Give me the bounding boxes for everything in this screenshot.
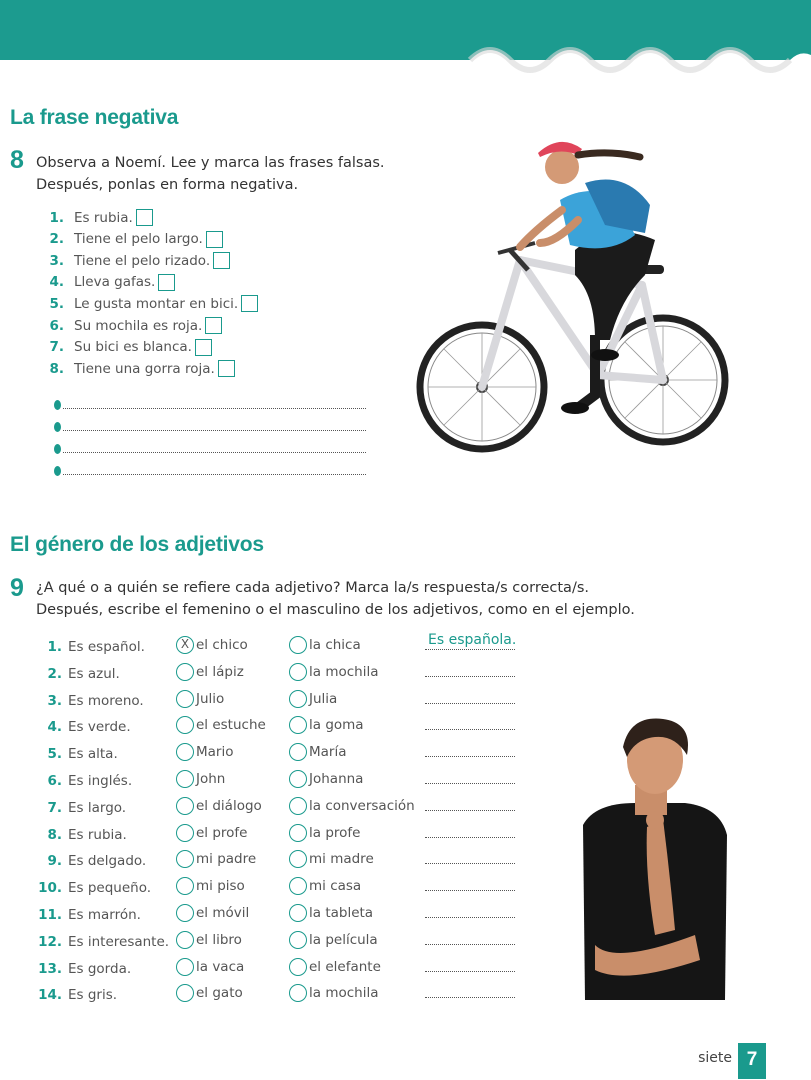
option-choice[interactable]	[289, 931, 378, 949]
option-choice[interactable]	[289, 824, 360, 842]
item-text: Lleva gafas.	[74, 274, 156, 291]
option-choice[interactable]	[176, 636, 248, 654]
option-choice[interactable]	[289, 984, 378, 1002]
radio-circle[interactable]	[289, 636, 307, 654]
option-label: la vaca	[196, 958, 245, 975]
adjective-row	[0, 632, 811, 658]
row-number: 13.	[38, 960, 62, 977]
row-number: 1.	[47, 639, 62, 655]
statement-item	[40, 274, 175, 291]
statement-item	[40, 209, 153, 226]
option-label: la goma	[309, 717, 364, 734]
radio-circle[interactable]	[289, 663, 307, 681]
option-label: el estuche	[196, 717, 266, 734]
item-number: 4.	[49, 274, 64, 291]
adjective-phrase: Es azul.	[68, 665, 120, 682]
radio-circle[interactable]	[289, 931, 307, 949]
option-choice[interactable]	[176, 904, 249, 922]
option-label: el libro	[196, 931, 242, 948]
option-label: la conversación	[309, 797, 415, 814]
adjective-phrase: Es delgado.	[68, 853, 147, 870]
false-checkbox[interactable]	[241, 295, 258, 312]
radio-circle[interactable]	[176, 824, 194, 842]
example-answer: Es española.	[428, 632, 517, 648]
instruction-line: Observa a Noemí. Lee y marca las frases falsas.	[36, 155, 385, 171]
option-label: mi piso	[196, 878, 245, 895]
option-choice[interactable]	[289, 904, 373, 922]
adjective-row	[0, 663, 811, 685]
option-label: María	[309, 744, 347, 761]
adjective-phrase: Es pequeño.	[68, 880, 152, 897]
answer-line[interactable]	[425, 649, 515, 650]
adjective-phrase: Es inglés.	[68, 773, 133, 789]
adjective-phrase: Es rubia.	[68, 826, 127, 843]
option-choice[interactable]	[176, 877, 245, 895]
option-choice[interactable]	[289, 797, 415, 815]
statement-item	[40, 360, 235, 377]
false-checkbox[interactable]	[158, 274, 175, 291]
answer-line[interactable]	[54, 443, 366, 455]
row-number: 12.	[38, 933, 62, 950]
adjective-phrase: Es moreno.	[68, 692, 144, 709]
option-choice[interactable]	[176, 984, 243, 1002]
item-number: 6.	[49, 317, 64, 334]
thinking-boy-photo	[575, 715, 735, 1005]
option-label: la mochila	[309, 985, 379, 1002]
option-label: Johanna	[309, 771, 364, 787]
option-label: mi casa	[309, 878, 362, 895]
instruction-line: Después, escribe el femenino o el masculino de los adjetivos, como en el ejemplo.	[36, 602, 635, 618]
option-choice[interactable]	[176, 797, 262, 815]
row-number: 2.	[47, 665, 62, 682]
option-choice[interactable]	[176, 958, 244, 976]
row-number: 6.	[47, 773, 62, 789]
item-text: Tiene el pelo rizado.	[74, 252, 211, 269]
option-label: el chico	[196, 637, 248, 653]
row-number: 7.	[47, 799, 62, 816]
answer-line[interactable]	[54, 399, 366, 411]
adjective-phrase: Es gorda.	[68, 960, 132, 977]
item-number: 8.	[49, 360, 64, 377]
radio-circle[interactable]	[176, 770, 194, 788]
option-choice[interactable]	[289, 850, 374, 868]
radio-circle[interactable]	[289, 904, 307, 922]
option-label: mi padre	[196, 851, 257, 868]
section-title-gender: El género de los adjetivos	[10, 533, 264, 556]
item-text: Le gusta montar en bici.	[74, 295, 239, 312]
option-label: el elefante	[309, 958, 381, 975]
exercise-9-instruction	[36, 577, 635, 621]
option-label: el diálogo	[196, 797, 262, 814]
answer-line[interactable]	[425, 944, 515, 945]
answer-line[interactable]	[425, 890, 515, 891]
radio-circle[interactable]	[176, 663, 194, 681]
option-choice[interactable]	[289, 743, 347, 761]
option-label: Mario	[196, 744, 234, 761]
statement-item	[40, 339, 212, 356]
option-choice[interactable]	[289, 690, 337, 708]
instruction-line: Después, ponlas en forma negativa.	[36, 177, 299, 193]
adjective-phrase: Es interesante.	[68, 933, 170, 950]
answer-line[interactable]	[425, 997, 515, 998]
radio-circle[interactable]: X	[176, 636, 194, 654]
row-number: 10.	[38, 880, 62, 897]
option-choice[interactable]	[289, 877, 361, 895]
exercise-number-9: 9	[10, 574, 24, 602]
adjective-phrase: Es verde.	[68, 719, 131, 736]
option-choice[interactable]	[289, 636, 361, 654]
top-banner	[0, 0, 811, 60]
item-number: 7.	[49, 339, 64, 356]
adjective-phrase: Es largo.	[68, 799, 127, 816]
radio-circle[interactable]	[176, 958, 194, 976]
radio-circle[interactable]	[176, 743, 194, 761]
item-text: Su mochila es roja.	[74, 317, 203, 334]
row-number: 8.	[47, 826, 62, 843]
option-label: la chica	[309, 637, 361, 653]
item-text: Es rubia.	[74, 209, 133, 226]
adjective-phrase: Es gris.	[68, 987, 118, 1004]
answer-line[interactable]	[54, 421, 366, 433]
row-number: 4.	[47, 719, 62, 736]
answer-line[interactable]	[425, 837, 515, 838]
instruction-line: ¿A qué o a quién se refiere cada adjetivo? Marca la/s respuesta/s correcta/s.	[36, 580, 589, 596]
option-label: la profe	[309, 824, 361, 841]
radio-circle[interactable]	[289, 743, 307, 761]
answer-line[interactable]	[425, 863, 515, 864]
section-title-negative: La frase negativa	[10, 106, 179, 129]
option-label: la película	[309, 931, 378, 948]
false-checkbox[interactable]	[218, 360, 235, 377]
item-text: Tiene una gorra roja.	[74, 360, 215, 377]
radio-circle[interactable]	[176, 716, 194, 734]
radio-circle[interactable]	[176, 984, 194, 1002]
answer-line[interactable]	[425, 729, 515, 730]
option-label: mi madre	[309, 851, 374, 868]
answer-line[interactable]	[425, 703, 515, 704]
option-label: el móvil	[196, 905, 250, 921]
option-choice[interactable]	[176, 663, 244, 681]
adjective-phrase: Es español.	[68, 639, 145, 655]
answer-line[interactable]	[54, 465, 366, 477]
answer-line[interactable]	[425, 783, 515, 784]
option-choice[interactable]	[289, 716, 364, 734]
page-number: 7	[738, 1043, 766, 1079]
exercise-8-instruction	[36, 152, 385, 196]
option-choice[interactable]	[176, 931, 242, 949]
row-number: 5.	[47, 746, 62, 763]
false-checkbox[interactable]	[213, 252, 230, 269]
adjective-phrase: Es alta.	[68, 746, 118, 763]
row-number: 14.	[38, 987, 62, 1004]
radio-circle[interactable]	[289, 797, 307, 815]
answer-line[interactable]	[425, 676, 515, 677]
item-text: Su bici es blanca.	[74, 339, 192, 356]
adjective-row	[0, 690, 811, 712]
answer-line[interactable]	[425, 756, 515, 757]
option-choice[interactable]	[176, 690, 224, 708]
option-label: el profe	[196, 824, 248, 841]
cyclist-photo	[410, 125, 740, 460]
item-number: 3.	[49, 252, 64, 269]
answer-line[interactable]	[425, 810, 515, 811]
false-checkbox[interactable]	[195, 339, 212, 356]
statement-item	[40, 252, 230, 269]
option-choice[interactable]	[176, 824, 248, 842]
adjective-phrase: Es marrón.	[68, 907, 141, 923]
false-checkbox[interactable]	[205, 317, 222, 334]
exercise-number-8: 8	[10, 146, 24, 174]
radio-circle[interactable]	[176, 904, 194, 922]
row-number: 9.	[47, 853, 62, 870]
radio-circle[interactable]	[289, 850, 307, 868]
false-checkbox[interactable]	[206, 231, 223, 248]
option-choice[interactable]	[176, 770, 225, 788]
item-number: 2.	[49, 231, 64, 248]
option-label: Julia	[309, 690, 338, 707]
radio-circle[interactable]	[176, 877, 194, 895]
row-number: 11.	[38, 907, 62, 923]
radio-circle[interactable]	[176, 797, 194, 815]
radio-circle[interactable]	[289, 958, 307, 976]
item-number: 5.	[49, 295, 64, 312]
radio-circle[interactable]	[176, 850, 194, 868]
item-text: Tiene el pelo largo.	[74, 231, 203, 248]
option-choice[interactable]	[176, 716, 266, 734]
radio-circle[interactable]	[176, 931, 194, 949]
option-choice[interactable]	[289, 663, 378, 681]
option-label: Julio	[196, 690, 225, 707]
radio-circle[interactable]	[289, 716, 307, 734]
option-choice[interactable]	[176, 850, 256, 868]
wave-decoration	[0, 0, 811, 80]
statement-item	[40, 231, 223, 248]
option-label: la mochila	[309, 663, 379, 680]
option-choice[interactable]	[289, 770, 363, 788]
statement-item	[40, 317, 222, 334]
option-label: el gato	[196, 985, 243, 1002]
row-number: 3.	[47, 692, 62, 709]
radio-circle[interactable]	[176, 690, 194, 708]
answer-line[interactable]	[425, 971, 515, 972]
radio-circle[interactable]	[289, 984, 307, 1002]
item-number: 1.	[49, 209, 64, 226]
option-label: el lápiz	[196, 663, 244, 680]
option-choice[interactable]	[289, 958, 381, 976]
statement-item	[40, 295, 258, 312]
option-label: John	[196, 771, 226, 787]
radio-circle[interactable]	[289, 877, 307, 895]
page-word: siete	[698, 1050, 732, 1066]
option-choice[interactable]	[176, 743, 233, 761]
false-checkbox[interactable]	[136, 209, 153, 226]
radio-circle[interactable]	[289, 770, 307, 788]
answer-line[interactable]	[425, 917, 515, 918]
option-label: la tableta	[309, 905, 374, 921]
radio-circle[interactable]	[289, 690, 307, 708]
radio-circle[interactable]	[289, 824, 307, 842]
